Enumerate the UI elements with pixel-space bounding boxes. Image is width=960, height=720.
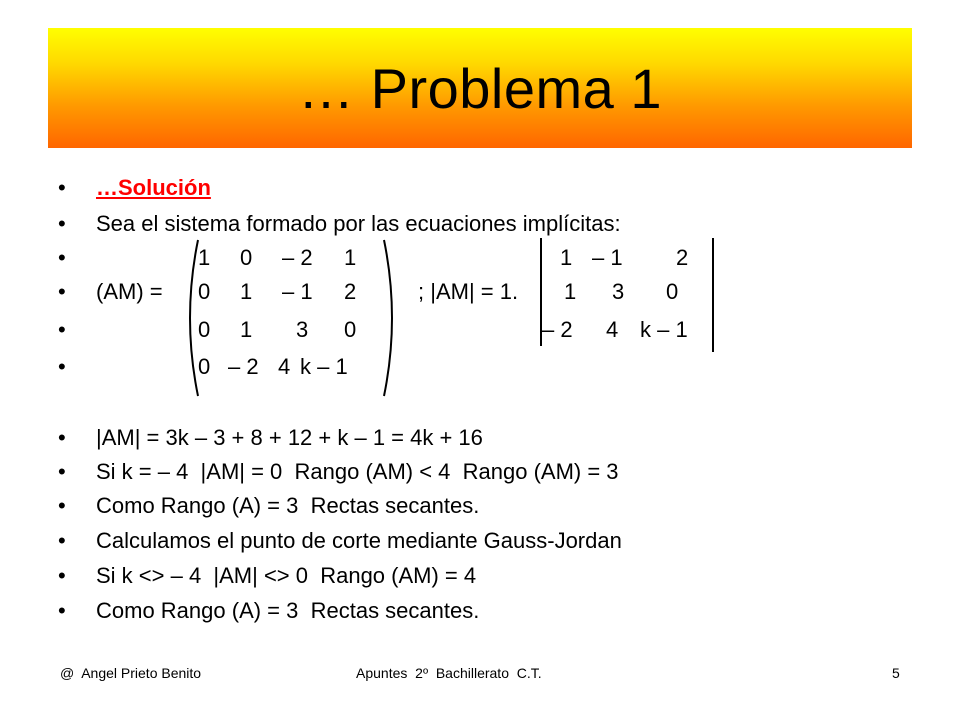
bullet-marker: •: [58, 459, 66, 484]
bullet-marker: •: [58, 563, 66, 588]
am-label: (AM) =: [96, 279, 163, 304]
minor-cell: 0: [666, 279, 679, 304]
matrix-cell: 0: [240, 245, 253, 270]
minor-cell: 4: [606, 317, 619, 342]
determinant-equation: |AM| = 3k – 3 + 8 + 12 + k – 1 = 4k + 16: [96, 425, 483, 450]
minor-cell: – 2: [542, 317, 573, 342]
matrix-cell: 1: [240, 317, 253, 342]
title-banner: [48, 28, 912, 148]
bullet-marker: •: [58, 245, 66, 270]
footer-page-number: 5: [892, 665, 900, 681]
minor-cell: – 1: [592, 245, 623, 270]
matrix-cell: 4: [278, 354, 291, 379]
solution-heading: …Solución: [96, 175, 211, 200]
bullet-marker: •: [58, 279, 66, 304]
case1-conclusion: Como Rango (A) = 3 Rectas secantes.: [96, 493, 480, 518]
matrix-cell: 0: [198, 279, 211, 304]
bullet-marker: •: [58, 175, 66, 200]
case2-conclusion: Como Rango (A) = 3 Rectas secantes.: [96, 598, 480, 623]
case-k-equals-minus-4: Si k = – 4 |AM| = 0 Rango (AM) < 4 Rango (AM) = 3: [96, 459, 619, 484]
gauss-jordan-text: Calculamos el punto de corte mediante Gauss-Jordan: [96, 528, 622, 553]
right-paren: [380, 238, 402, 398]
bullet-marker: •: [58, 317, 66, 342]
case-k-not-minus-4: Si k <> – 4 |AM| <> 0 Rango (AM) = 4: [96, 563, 477, 588]
minor-cell: 1: [560, 245, 573, 270]
matrix-cell: 3: [296, 317, 309, 342]
minor-cell: k – 1: [640, 317, 688, 342]
minor-cell: 3: [612, 279, 625, 304]
right-determinant-bar: [712, 238, 714, 352]
minor-cell: 2: [676, 245, 689, 270]
matrix-cell: 0: [198, 354, 211, 379]
matrix-cell: 1: [344, 245, 357, 270]
matrix-cell: – 1: [282, 279, 313, 304]
matrix-cell: 1: [240, 279, 253, 304]
matrix-cell: 1: [198, 245, 211, 270]
footer-course: Apuntes 2º Bachillerato C.T.: [356, 665, 542, 681]
slide-title: … Problema 1: [298, 56, 662, 120]
matrix-cell: – 2: [228, 354, 259, 379]
determinant-label: ; |AM| = 1.: [418, 279, 519, 304]
bullet-marker: •: [58, 354, 66, 379]
bullet-marker: •: [58, 425, 66, 450]
minor-cell: 1: [564, 279, 577, 304]
bullet-marker: •: [58, 598, 66, 623]
bullet-marker: •: [58, 493, 66, 518]
matrix-cell: 0: [344, 317, 357, 342]
bullet-marker: •: [58, 211, 66, 236]
matrix-cell: – 2: [282, 245, 313, 270]
intro-text: Sea el sistema formado por las ecuaciones implícitas:: [96, 211, 621, 236]
matrix-cell: 2: [344, 279, 357, 304]
matrix-cell: k – 1: [300, 354, 348, 379]
matrix-cell: 0: [198, 317, 211, 342]
bullet-marker: •: [58, 528, 66, 553]
footer-author: @ Angel Prieto Benito: [60, 665, 202, 681]
